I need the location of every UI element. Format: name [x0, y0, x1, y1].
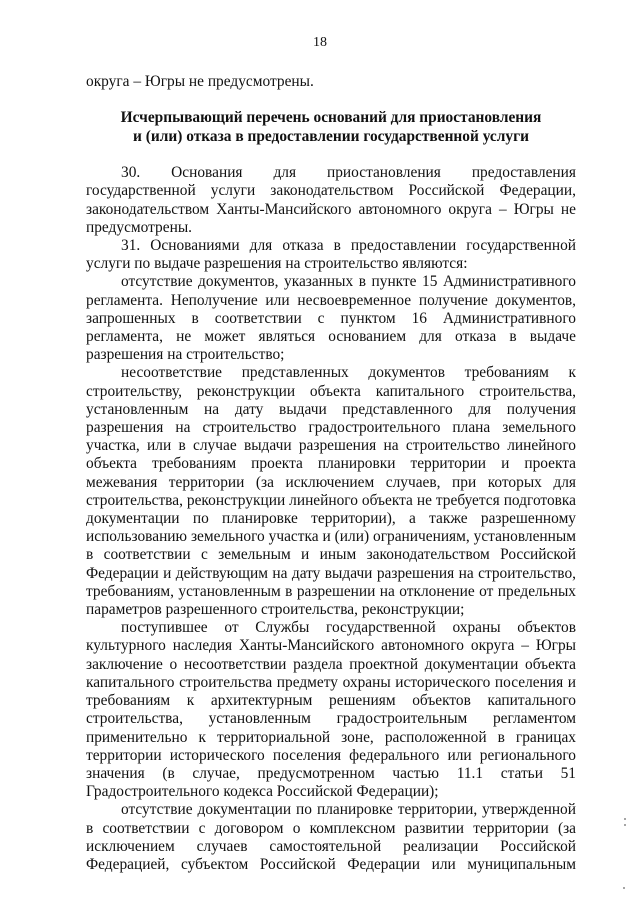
scan-speck [623, 887, 625, 889]
text-line: законодательством Ханты-Мансийского автономного округа – Югры не [86, 200, 576, 218]
text-line: в соответствии с договором о комплексном развитии территории (за [86, 819, 576, 837]
text-line: заключение о несоответствии раздела проектной документации объекта [86, 655, 576, 673]
text-line: межевания территории (за исключением случаев, при которых для [86, 473, 576, 491]
text-line: государственной услуги законодательством Российской Федерации, [86, 182, 576, 200]
text-line: Федерации и действующим на дату выдачи разрешения на строительство, [86, 564, 576, 582]
text-line: культурного наследия Ханты-Мансийского автономного округа – Югры [86, 637, 576, 655]
scan-speck [624, 818, 626, 820]
text-line: разрешения на строительство; [86, 346, 285, 364]
text-line: округа – Югры не предусмотрены. [86, 73, 314, 90]
text-line: документации по планировке территории), а также разрешенному [86, 510, 576, 528]
paragraph-cultural-heritage [86, 619, 576, 801]
text-line: участка, или в случае выдачи разрешения на строительство линейного [86, 437, 576, 455]
section-heading [86, 109, 576, 146]
text-line: параметров разрешенного строительства, реконструкции; [86, 601, 465, 619]
text-line: строительства, установленным градостроительным регламентом [86, 710, 576, 728]
text-line: Градостроительного кодекса Российской Федерации); [86, 783, 439, 801]
text-line: установленным на дату выдачи представленного для получения [86, 400, 576, 418]
text-line: значения (в случае, предусмотренном частью 11.1 статьи 51 [86, 764, 576, 782]
text-line: требованиям к архитектурным решениям объектов капитального [86, 692, 576, 710]
heading-line: и (или) отказа в предоставлении государственной услуги [133, 127, 529, 145]
text-line: регламента. Неполучение или несвоевременное получение документов, [86, 291, 576, 309]
text-line: капитального строительства предмету охраны исторического поселения и [86, 673, 576, 691]
text-line: 31. Основаниями для отказа в предоставлении государственной [121, 237, 576, 255]
text-line: предусмотрены. [86, 218, 193, 236]
text-line: регламента, не может являться основанием для отказа в выдаче [86, 328, 576, 346]
text-line: объекта требованиям проекта планировки территории и проекта [86, 455, 576, 473]
text-line: отсутствие документации по планировке территории, утвержденной [121, 801, 576, 819]
text-line: 30. Основания для приостановления предоставления [121, 164, 576, 182]
paragraph-noncompliance [86, 364, 576, 619]
paragraph-30 [86, 164, 576, 237]
text-line: строительства, реконструкции линейного объекта не требуется подготовка [86, 491, 576, 509]
paragraph-planning-documentation [86, 801, 576, 874]
text-line: отсутствие документов, указанных в пункте 15 Административного [121, 273, 576, 291]
text-line: услуги по выдаче разрешения на строительство являются: [86, 255, 468, 273]
text-line: в соответствии с земельным и иным законодательством Российской [86, 546, 576, 564]
text-line: Федерацией, субъектом Российской Федерации или муниципальным [86, 855, 576, 873]
page-number: 18 [313, 35, 327, 50]
paragraph-31 [86, 237, 576, 273]
text-line: требованиям, установленным в разрешении на отклонение от предельных [86, 582, 576, 600]
text-line: исключением случаев самостоятельной реализации Российской [86, 837, 576, 855]
text-line: применительно к территориальной зоне, расположенной в границах [86, 728, 576, 746]
document-body [86, 73, 576, 874]
text-line: территории исторического поселения федерального или регионального [86, 746, 576, 764]
text-line: разрешения на строительство градостроительного плана земельного [86, 419, 576, 437]
heading-line: Исчерпывающий перечень оснований для приостановления [120, 109, 542, 127]
scan-speck [624, 824, 626, 826]
text-line: строительству, реконструкции объекта капитального строительства, [86, 382, 576, 400]
text-line: поступившее от Службы государственной охраны объектов [121, 619, 576, 637]
text-line: запрошенных в соответствии с пунктом 16 Административного [86, 309, 576, 327]
text-line: несоответствие представленных документов требованиям к [121, 364, 576, 382]
paragraph-missing-documents [86, 273, 576, 364]
text-line: использованию земельного участка и (или) ограничениям, установленным [86, 528, 576, 546]
